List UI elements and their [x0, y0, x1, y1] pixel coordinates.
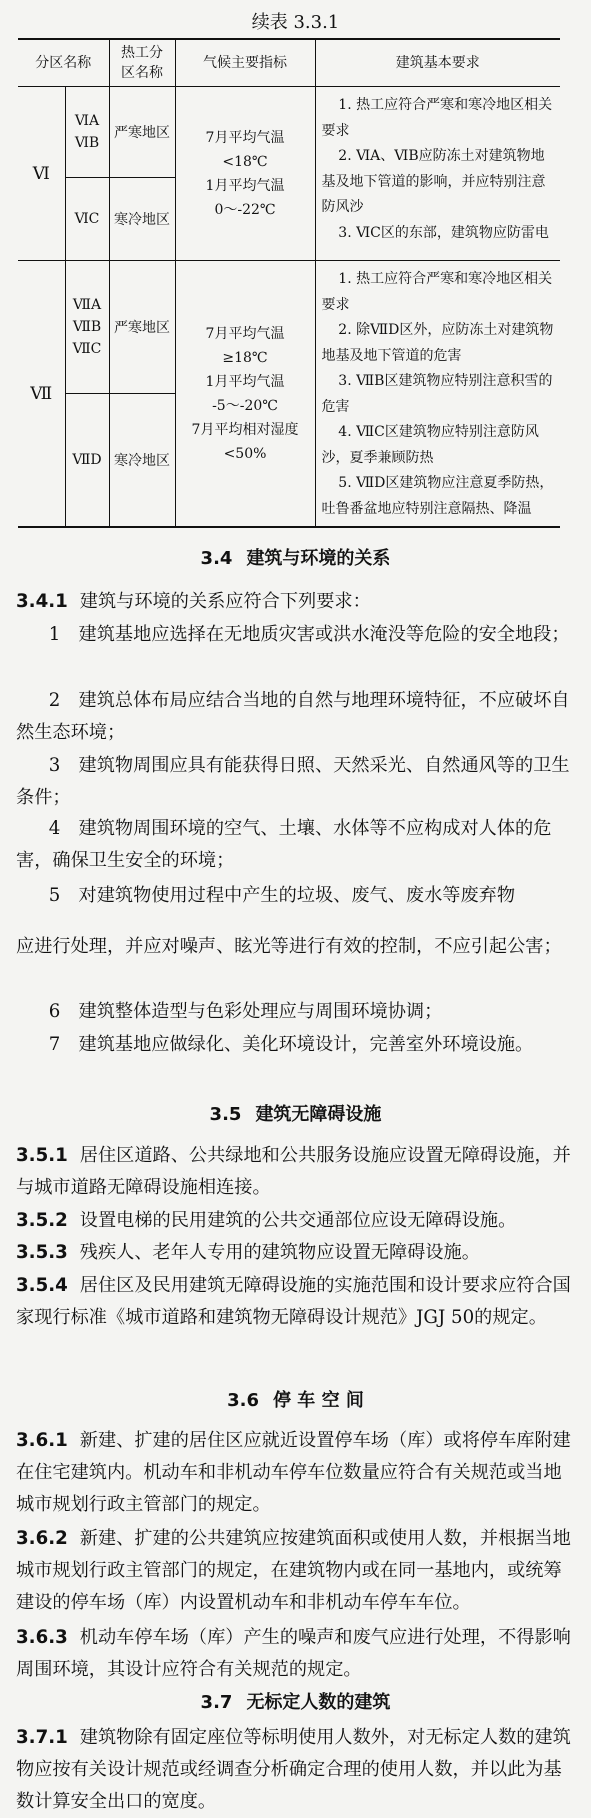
- section-3-7-heading: 无标定人数的建筑: [246, 1692, 391, 1713]
- clause-text: 建筑与环境的关系应符合下列要求：: [79, 591, 371, 612]
- table-row: [18, 87, 560, 178]
- clause-3-4-1: [16, 586, 576, 618]
- zone-6-sub-ab: ⅥA ⅥB: [65, 87, 109, 178]
- zone-6-sub-c: ⅥC: [65, 178, 109, 261]
- header-thermal-zone-text: 热工分 区名称: [121, 45, 163, 81]
- list-item: 2 建筑总体布局应结合当地的自然与地理环境特征，不应破坏自然生态环境；: [16, 690, 570, 743]
- zone-6-requirements: [315, 87, 560, 261]
- clause-text: 新建、扩建的公共建筑应按建筑面积或使用人数，并根据当地城市规划行政主管部门的规定，在建筑物内或在同一基地内，或统筹建设的停车场（库）内设置机动车和非机动车停车车位。: [16, 1528, 571, 1613]
- zone-7-thermal-abc: 严寒地区: [109, 261, 175, 394]
- zone-6-req-2: 2. ⅥA、ⅥB应防冻土对建筑物地基及地下管道的影响，并应特别注意防风沙: [321, 148, 546, 215]
- list-item: 3 建筑物周围应具有能获得日照、天然采光、自然通风等的卫生条件；: [16, 755, 570, 808]
- section-3-7-title: [0, 1688, 591, 1714]
- section-3-6-number: 3.6: [227, 1390, 260, 1411]
- zone-7-sub-abc: ⅦA ⅦB ⅦC: [65, 261, 109, 394]
- table-row: [18, 261, 560, 394]
- clause-text: 新建、扩建的居住区应就近设置停车场（库）或将停车库附建在住宅建筑内。机动车和非机动车停车位数量应符合有关规范或当地城市规划行政主管部门的规定。: [16, 1430, 571, 1515]
- clause-text: 机动车停车场（库）产生的噪声和废气应进行处理，不得影响周围环境，其设计应符合有关规范的规定。: [16, 1627, 571, 1680]
- clause-number: 3.4.1: [16, 591, 68, 612]
- clause-number: 3.5.2: [16, 1210, 68, 1231]
- clause-3-7-1: [16, 1722, 576, 1818]
- section-3-5-title: [0, 1100, 591, 1126]
- clause-number: 3.6.1: [16, 1430, 68, 1451]
- zone-7-req-2: 2. 除ⅦD区外，应防冻土对建筑物地基及地下管道的危害: [321, 322, 554, 364]
- section-3-6-heading: 停 车 空 间: [273, 1390, 364, 1411]
- zone-6-name: Ⅵ: [18, 87, 65, 261]
- list-item: 5 对建筑物使用过程中产生的垃圾、废气、废水等废弃物: [48, 885, 516, 906]
- clause-3-5-3: [16, 1237, 576, 1269]
- section-3-7-number: 3.7: [200, 1692, 233, 1713]
- section-3-4-number: 3.4: [200, 548, 233, 569]
- clause-number: 3.5.3: [16, 1242, 68, 1263]
- section-3-6-title: [0, 1386, 591, 1412]
- list-item: 6 建筑整体造型与色彩处理应与周围环境协调；: [48, 1001, 443, 1022]
- zone-6-thermal-c: 寒冷地区: [109, 178, 175, 261]
- header-climate-indicators: 气候主要指标: [175, 39, 315, 87]
- clause-number: 3.6.2: [16, 1528, 68, 1549]
- zone-6-req-3: 3. ⅥC区的东部，建筑物应防雷电: [338, 224, 549, 241]
- clause-number: 3.5.1: [16, 1145, 68, 1166]
- header-building-requirements: 建筑基本要求: [315, 39, 560, 87]
- zone-6-req-1: 1. 热工应符合严寒和寒冷地区相关要求: [321, 97, 553, 139]
- zone-7-req-4: 4. ⅦC区建筑物应特别注意防风沙，夏季兼顾防热: [321, 424, 539, 466]
- section-3-4-title: [0, 544, 591, 570]
- clause-text: 居住区道路、公共绿地和公共服务设施应设置无障碍设施，并与城市道路无障碍设施相连接。: [16, 1145, 571, 1198]
- list-item: 4 建筑物周围环境的空气、土壤、水体等不应构成对人体的危害，确保卫生安全的环境；: [16, 818, 552, 871]
- clause-3-5-1: [16, 1140, 576, 1204]
- climate-zone-table: [18, 38, 560, 528]
- zone-7-sub-d: ⅦD: [65, 393, 109, 527]
- clause-3-6-2: [16, 1523, 576, 1619]
- list-item: 7 建筑基地应做绿化、美化环境设计，完善室外环境设施。: [48, 1034, 534, 1055]
- clause-3-5-2: [16, 1205, 576, 1237]
- list-item-continued: 应进行处理，并应对噪声、眩光等进行有效的控制，不应引起公害；: [16, 936, 562, 957]
- list-item: 1 建筑基地应选择在无地质灾害或洪水淹没等危险的安全地段；: [48, 624, 570, 645]
- zone-7-name: Ⅶ: [18, 261, 65, 528]
- table-header-row: [18, 39, 560, 87]
- clause-text: 设置电梯的民用建筑的公共交通部位应设无障碍设施。: [79, 1210, 517, 1231]
- section-3-5-number: 3.5: [209, 1104, 242, 1125]
- section-3-4-heading: 建筑与环境的关系: [246, 548, 391, 569]
- zone-6-indicators: 7月平均气温 <18℃ 1月平均气温 0～-22℃: [175, 87, 315, 261]
- zone-7-requirements: [315, 261, 560, 528]
- clause-number: 3.6.3: [16, 1627, 68, 1648]
- header-zone-name: 分区名称: [18, 39, 109, 87]
- section-3-5-heading: 建筑无障碍设施: [255, 1104, 382, 1125]
- zone-7-req-5: 5. ⅦD区建筑物应注意夏季防热，吐鲁番盆地应特别注意隔热、降温: [321, 475, 554, 517]
- zone-7-req-1: 1. 热工应符合严寒和寒冷地区相关要求: [321, 271, 553, 313]
- clause-3-6-3: [16, 1622, 576, 1686]
- header-thermal-zone: [109, 39, 175, 87]
- clause-text: 残疾人、老年人专用的建筑物应设置无障碍设施。: [79, 1242, 480, 1263]
- clause-number: 3.7.1: [16, 1727, 68, 1748]
- zone-7-thermal-d: 寒冷地区: [109, 393, 175, 527]
- clause-3-6-1: [16, 1425, 576, 1521]
- clause-3-5-4: [16, 1270, 576, 1334]
- zone-6-thermal-ab: 严寒地区: [109, 87, 175, 178]
- zone-7-indicators: 7月平均气温 ≥18℃ 1月平均气温 -5～-20℃ 7月平均相对湿度 <50%: [175, 261, 315, 528]
- clause-number: 3.5.4: [16, 1275, 68, 1296]
- clause-text: 居住区及民用建筑无障碍设施的实施范围和设计要求应符合国家现行标准《城市道路和建筑物无障碍设计规范》JGJ 50的规定。: [16, 1275, 571, 1328]
- clause-text: 建筑物除有固定座位等标明使用人数外，对无标定人数的建筑物应按有关设计规范或经调查分析确定合理的使用人数，并以此为基数计算安全出口的宽度。: [16, 1727, 571, 1812]
- zone-7-req-3: 3. ⅦB区建筑物应特别注意积雪的危害: [321, 373, 553, 415]
- table-caption: 续表 3.3.1: [251, 12, 340, 33]
